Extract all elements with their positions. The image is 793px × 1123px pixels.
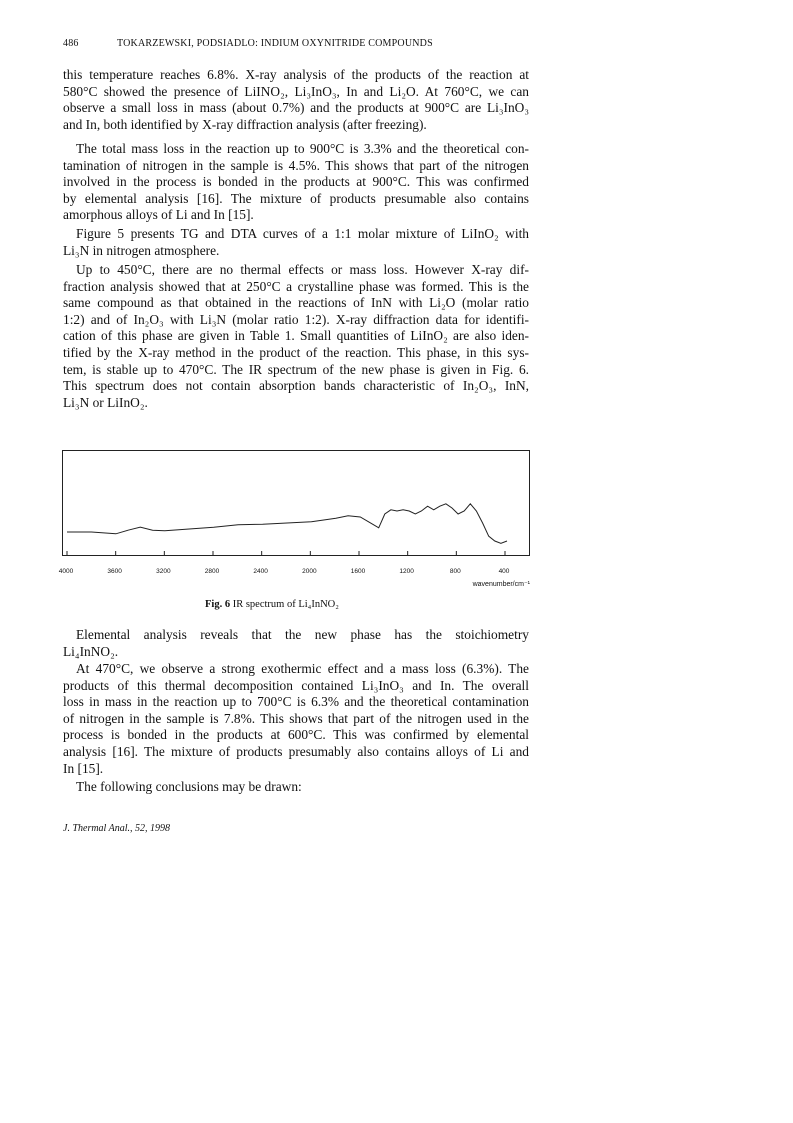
paragraph-continuation bbox=[63, 67, 529, 133]
spectrum-line bbox=[67, 504, 507, 544]
text-line: 580°C showed the presence of LiINO₂, Li₃InO₃, In and Li₂O. At 760°C, we can bbox=[63, 83, 529, 99]
text-line: 1:2) and of In₂O₃ with Li₃N (molar ratio 1:2). X-ray diffraction data for identifi- bbox=[63, 311, 529, 327]
text-line: involved in the process is bonded in the products at 900°C. This was confirmed bbox=[63, 174, 529, 190]
text-line: tem, is stable up to 470°C. The IR spectrum of the new phase is given in Fig. 6. bbox=[63, 361, 529, 377]
paragraph-xray-analysis bbox=[63, 262, 529, 411]
paragraph-figure-5 bbox=[63, 226, 529, 259]
text-line: tified by the X-ray method in the product of the reaction. This phase, in this sys- bbox=[63, 344, 529, 360]
x-tick-label: 4000 bbox=[58, 568, 74, 575]
text-line: of nitrogen in the sample is 7.8%. This shows that part of the nitrogen used in the bbox=[63, 710, 529, 726]
x-tick-label: 1200 bbox=[399, 568, 414, 575]
text-line: amorphous alloys of Li and In [15]. bbox=[63, 207, 254, 223]
page-number: 486 bbox=[63, 38, 79, 49]
x-tick-label: 2400 bbox=[253, 568, 268, 575]
text-line: Li₃N or LiInO₂. bbox=[63, 394, 148, 410]
x-tick-label: 3600 bbox=[107, 568, 122, 575]
text-line: by elemental analysis [16]. The mixture of products presumable also contains bbox=[63, 190, 529, 206]
ir-spectrum-chart bbox=[63, 451, 529, 555]
text-line: Li₄InNO₂. bbox=[63, 643, 119, 659]
text-line: same compound as that obtained in the reactions of InN with Li₂O (molar ratio bbox=[63, 295, 529, 311]
text-line: this temperature reaches 6.8%. X-ray analysis of the products of the reaction at bbox=[63, 67, 529, 82]
journal-footer: J. Thermal Anal., 52, 1998 bbox=[63, 823, 171, 834]
text-line: and In, both identified by X-ray diffraction analysis (after freezing). bbox=[63, 116, 427, 132]
text-line: fraction analysis showed that at 250°C a crystalline phase was formed. This is the bbox=[63, 278, 529, 294]
x-axis-unit: wavenumber/cm⁻¹ bbox=[472, 581, 530, 588]
text-line: products of this thermal decomposition contained Li₃InO₃ and In. The overall bbox=[63, 677, 529, 693]
paragraph-mass-loss bbox=[63, 141, 529, 224]
text-line: Elemental analysis reveals that the new phase has the stoichiometry bbox=[76, 627, 529, 642]
x-axis bbox=[58, 556, 530, 596]
text-line: process is bonded in the products at 600°C. This was confirmed by elemental bbox=[63, 727, 529, 743]
text-line: At 470°C, we observe a strong exothermic effect and a mass loss (6.3%). The bbox=[76, 661, 529, 676]
figure-caption-label: Fig. 6 bbox=[205, 599, 231, 610]
text-line: observe a small loss in mass (about 0.7%) and the products at 900°C are Li₃InO₃ bbox=[63, 100, 529, 116]
paragraph-exothermic-effect bbox=[63, 661, 529, 777]
text-line: This spectrum does not contain absorption bands characteristic of In₂O₃, InN, bbox=[63, 378, 529, 394]
ir-spectrum-figure bbox=[62, 450, 530, 556]
text-line: cation of this phase are given in Table 1. Small quantities of LiInO₂ are also iden- bbox=[63, 328, 529, 344]
text-line: tamination of nitrogen in the sample is 4.5%. This shows that part of the nitrogen bbox=[63, 157, 529, 173]
x-tick-label: 2800 bbox=[204, 568, 220, 575]
text-line: The total mass loss in the reaction up to 900°C is 3.3% and the theoretical con- bbox=[76, 141, 529, 156]
x-tick-label: 400 bbox=[498, 568, 510, 575]
text-line: The following conclusions may be drawn: bbox=[76, 779, 302, 794]
paragraph-elemental-analysis bbox=[63, 627, 529, 660]
running-title: TOKARZEWSKI, PODSIADLO: INDIUM OXYNITRIDE COMPOUNDS bbox=[117, 38, 433, 49]
text-line: analysis [16]. The mixture of products presumably also contains alloys of Li and bbox=[63, 743, 529, 759]
text-line: Li₃N in nitrogen atmosphere. bbox=[63, 242, 220, 258]
x-tick-label: 1600 bbox=[350, 568, 366, 575]
text-line: loss in mass in the reaction up to 700°C is 6.3% and the theoretical contamination bbox=[63, 694, 529, 710]
paragraph-conclusions-intro bbox=[63, 779, 529, 796]
text-line: Figure 5 presents TG and DTA curves of a 1:1 molar mixture of LiInO₂ with bbox=[76, 226, 529, 241]
x-tick-label: 2000 bbox=[302, 568, 317, 575]
x-tick-label: 800 bbox=[449, 568, 461, 575]
x-tick-label: 3200 bbox=[156, 568, 171, 575]
figure-caption-text: IR spectrum of Li₄InNO₂ bbox=[232, 599, 339, 610]
text-line: Up to 450°C, there are no thermal effects or mass loss. However X-ray dif- bbox=[76, 262, 529, 277]
text-line: In [15]. bbox=[63, 760, 104, 776]
